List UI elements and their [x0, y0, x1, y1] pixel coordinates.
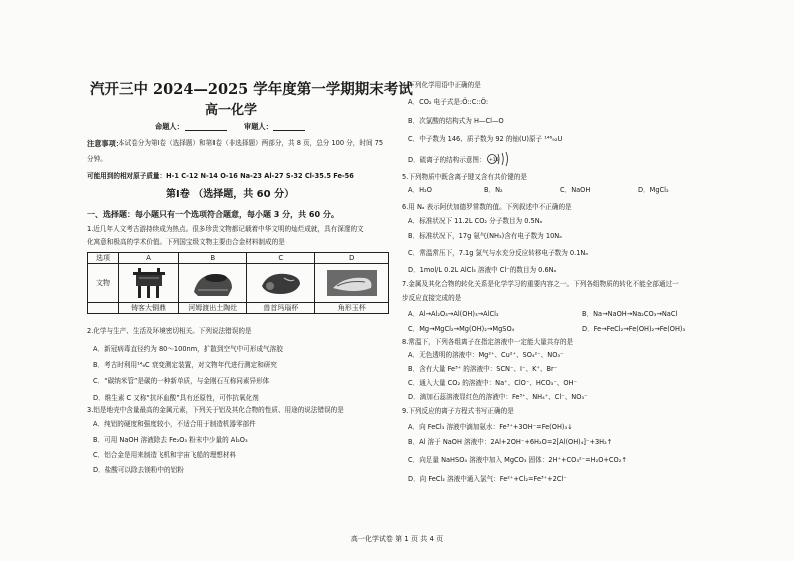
- page-footer: 高一化学试卷 第 1 页 共 4 页: [350, 535, 444, 543]
- q4-option-d: D．硫离子的结构示意图：: [408, 156, 486, 164]
- option-letter-a: A: [119, 253, 179, 264]
- q7-option-d: D．Fe→FeCl₂→Fe(OH)₂→Fe(OH)₃: [582, 325, 686, 333]
- part1-title: 第Ⅰ卷 （选择题，共 60 分）: [166, 189, 295, 200]
- q7-stem-1: 7.金属及其化合物的转化关系是化学学习的重要内容之一。下列各组物质的转化不能全部通过一: [402, 280, 679, 288]
- q8-stem: 8.常温下，下列各组离子在指定溶液中一定能大量共存的是: [402, 338, 574, 346]
- q9-stem: 9.下列反应的离子方程式书写正确的是: [402, 407, 514, 415]
- q4-option-c: C．中子数为 146、质子数为 92 的铀(U)原子 ¹⁴⁶₉₂U: [408, 135, 563, 143]
- table-header-label: 选项: [88, 253, 119, 264]
- artifact-name-c: 兽首玛瑙杯: [247, 303, 315, 314]
- q5-stem: 5.下列物质中既含离子键又含有共价键的是: [402, 173, 527, 181]
- notes-line-1: 本试卷分为第Ⅰ卷（选择题）和第Ⅱ卷（非选择题）两部分，共 8 页，总分 100 分，时间 75: [118, 139, 384, 147]
- q2-option-d: D．维生素 C 又称“抗坏血酸”具有还原性，可作抗氧化剂: [93, 394, 259, 402]
- q8-option-d: D．滴加石蕊溶液显红色的溶液中：Fe³⁺、NH₄⁺、Cl⁻、NO₃⁻: [408, 393, 588, 401]
- q1-stem-1: 1.近几年人文考古游持续成为热点。很多珍贵文物都记载着中华文明的灿烂成就，具有深邃的文: [87, 225, 364, 233]
- q6-option-d: D．1mol/L 0.2L AlCl₃ 溶液中 Cl⁻的数目为 0.6Nₐ: [408, 266, 557, 274]
- artifact-image-b: [179, 264, 247, 303]
- jade-horn-cup-icon: [325, 266, 379, 300]
- q5-option-c: C．NaOH: [560, 186, 591, 194]
- notes-line-2: 分钟。: [87, 155, 107, 163]
- q5-option-d: D．MgCl₂: [638, 186, 669, 194]
- author-label: 命题人：: [155, 122, 184, 131]
- q3-option-a: A．纯铝的硬度和强度较小，不适合用于制造机器零部件: [93, 420, 256, 428]
- sulfide-ion-diagram-icon: [486, 151, 512, 167]
- q3-option-c: C．铝合金是用来制造飞机和宇宙飞船的理想材料: [93, 451, 237, 459]
- artifact-name-d: 角形玉杯: [315, 303, 389, 314]
- q9-option-a: A．向 FeCl₃ 溶液中滴加氨水：Fe³⁺+3OH⁻=Fe(OH)₃↓: [408, 423, 573, 431]
- svg-text:+16: +16: [489, 158, 499, 163]
- q2-option-b: B．考古时利用¹⁴₆C 衰变测定装置，对文物年代进行测定和研究: [93, 361, 277, 369]
- q8-option-a: A．无色透明的溶液中：Mg²⁺、Cu²⁺、SO₄²⁻、NO₃⁻: [408, 351, 564, 359]
- artifact-image-c: [247, 264, 315, 303]
- q4-option-b: B．次氯酸的结构式为 H—Cl—O: [408, 117, 504, 125]
- q8-option-c: C．通入大量 CO₂ 的溶液中：Na⁺、ClO⁻、HCO₃⁻、OH⁻: [408, 379, 578, 387]
- q6-option-b: B．标准状况下，17g 氨气(NH₃)含有电子数为 10Nₐ: [408, 232, 562, 240]
- q9-option-c: C．向足量 NaHSO₄ 溶液中加入 MgCO₃ 固体：2H⁺+CO₃²⁻=H₂O+CO₂↑: [408, 456, 627, 464]
- q5-option-b: B．N₂: [484, 186, 503, 194]
- q4-stem: 4.下列化学用语中正确的是: [402, 81, 481, 89]
- q7-option-a: A．Al→Al₂O₃→Al(OH)₃→AlCl₃: [408, 310, 499, 318]
- reviewer-blank: [273, 130, 305, 131]
- q2-option-c: C．“碳纳米管”是碳的一种新单质，与金刚石互称同素异形体: [93, 377, 270, 385]
- exam-title: 汽开三中 2024—2025 学年度第一学期期末考试: [90, 81, 413, 98]
- part1-instruction: 一、选择题：每小题只有一个选项符合题意，每小题 3 分，共 60 分。: [87, 210, 339, 219]
- q2-stem: 2.化学与生产、生活及环境密切相关。下列说法错误的是: [87, 327, 252, 335]
- q5-option-a: A．H₂O: [408, 186, 432, 194]
- author-blank: [185, 130, 227, 131]
- option-letter-b: B: [179, 253, 247, 264]
- artifact-name-b: 河姆渡出土陶灶: [179, 303, 247, 314]
- q9-option-b: B．Al 溶于 NaOH 溶液中：2Al+2OH⁻+6H₂O=2[Al(OH)₄]⁻+3H₂↑: [408, 438, 613, 446]
- q6-option-a: A．标准状况下 11.2L CO₂ 分子数目为 0.5Nₐ: [408, 217, 543, 225]
- table-row-label-blank: [88, 303, 119, 314]
- exam-subject: 高一化学: [205, 103, 258, 118]
- q6-stem: 6.用 Nₐ 表示阿伏加德罗常数的值。下列叙述中不正确的是: [402, 203, 572, 211]
- q3-option-b: B．可用 NaOH 溶液除去 Fe₂O₃ 粉末中少量的 Al₂O₃: [93, 436, 248, 444]
- q8-option-b: B．含有大量 Fe³⁺ 的溶液中：SCN⁻、I⁻、K⁺、Br⁻: [408, 365, 558, 373]
- table-row-label: 文物: [88, 264, 119, 303]
- reviewer-label: 审题人：: [244, 122, 273, 131]
- option-letter-d: D: [315, 253, 389, 264]
- q2-option-a: A．新冠病毒直径约为 80～100nm，扩散到空气中可形成气溶胶: [93, 345, 283, 353]
- artifact-image-a: [119, 264, 179, 303]
- bronze-ding-icon: [127, 266, 171, 300]
- agate-cup-icon: [256, 266, 306, 300]
- q3-stem: 3.铝是地壳中含量最高的金属元素，下列关于铝及其化合物的性质、用途的说法错误的是: [87, 406, 344, 414]
- q1-stem-2: 化寓意和极高的学术价值。下列国宝级文物主要由合金材料制成的是: [87, 238, 285, 246]
- q4-option-a: A．CO₂ 电子式是:Ö::C::Ö:: [408, 98, 489, 106]
- q3-option-d: D．盐酸可以除去镁粉中的铝粉: [93, 466, 184, 474]
- q7-stem-2: 步反应直接完成的是: [402, 294, 462, 302]
- notes-label: 注意事项：: [87, 139, 123, 148]
- atomic-masses: 可能用到的相对原子质量：H-1 C-12 N-14 O-16 Na-23 Al-27 S-32 Cl-35.5 Fe-56: [87, 172, 354, 180]
- artifact-image-d: [315, 264, 389, 303]
- q6-option-c: C．常温常压下，7.1g 氯气与水充分反应转移电子数为 0.1Nₐ: [408, 249, 588, 257]
- option-letter-c: C: [247, 253, 315, 264]
- q7-option-c: C．Mg→MgCl₂→Mg(OH)₂→MgSO₄: [408, 325, 515, 333]
- artifact-table: [87, 252, 389, 314]
- artifact-name-a: 铸客大铜鼎: [119, 303, 179, 314]
- pottery-stove-icon: [188, 266, 238, 300]
- q9-option-d: D．向 FeCl₂ 溶液中通入氯气：Fe²⁺+Cl₂=Fe³⁺+2Cl⁻: [408, 475, 567, 483]
- q7-option-b: B．Na→NaOH→Na₂CO₃→NaCl: [582, 310, 678, 318]
